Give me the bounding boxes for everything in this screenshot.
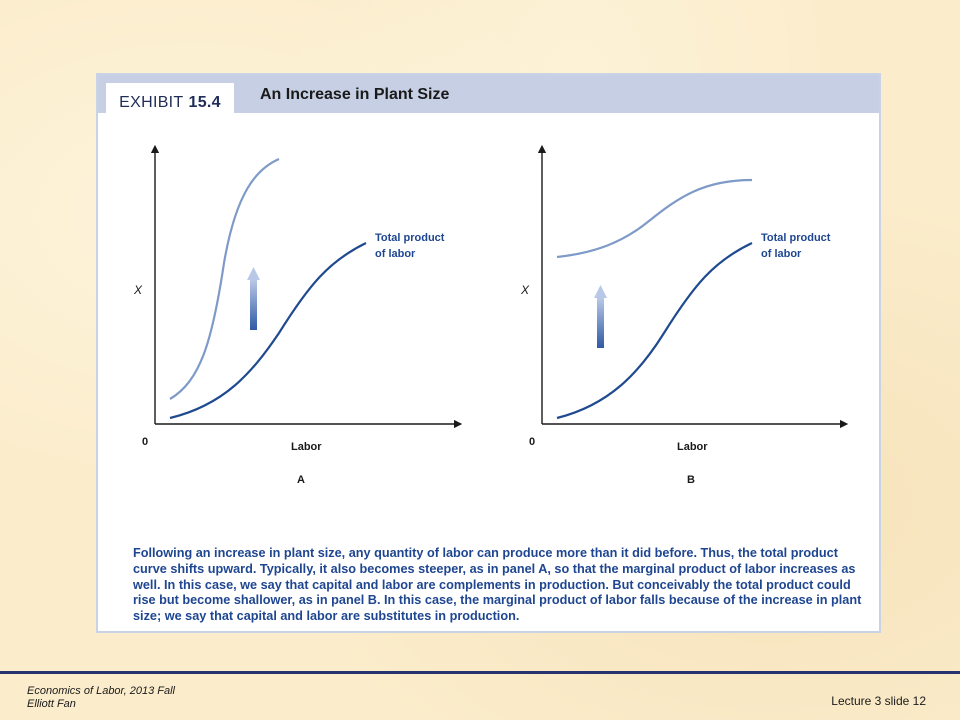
- panel-b-shifted-curve: [557, 180, 752, 257]
- panel-b-origin-label: 0: [529, 436, 536, 448]
- panel-b-x-axis-label: Labor: [677, 441, 708, 453]
- exhibit-figure: [96, 73, 881, 633]
- panel-b: [520, 149, 844, 486]
- panel-b-curve-label-line1: Total product: [761, 232, 831, 244]
- panel-a-curve-label-line1: Total product: [375, 232, 445, 244]
- exhibit-tag-number: 15.4: [188, 93, 221, 111]
- panel-b-y-axis-label: X: [521, 283, 530, 297]
- panel-a-original-curve: [170, 243, 366, 418]
- exhibit-body: [104, 113, 873, 625]
- panel-b-up-arrow-icon: [594, 285, 607, 348]
- exhibit-caption: Following an increase in plant size, any quantity of labor can produce more than it did before. Thus, the total product curve shifts upward. Typically, it also becomes steeper, as in panel A, so that the marginal product of labor increases as well. In this case, we say that capital and labor are complements in production. But conceivably the total product could rise but become shallower, as in panel B. In this case, the marginal product of labor falls because of the increase in plant size; we say that capital and labor are substitutes in production.: [133, 546, 862, 624]
- exhibit-tag-prefix: EXHIBIT: [119, 93, 184, 111]
- panel-a-x-axis-label: Labor: [291, 441, 322, 453]
- panel-b-curve-label-line2: of labor: [761, 248, 802, 260]
- panel-a-y-axis-label: X: [134, 283, 143, 297]
- footer-course-line1: Economics of Labor, 2013 Fall: [27, 685, 175, 697]
- panel-a-up-arrow-icon: [247, 267, 260, 330]
- panel-a-label: A: [297, 474, 305, 486]
- footer-course-line2: Elliott Fan: [27, 698, 76, 710]
- panel-b-original-curve: [557, 243, 752, 418]
- panel-a-curve-label-line2: of labor: [375, 248, 416, 260]
- footer-course-info: [27, 685, 175, 711]
- exhibit-title: An Increase in Plant Size: [260, 86, 450, 103]
- footer-divider: [0, 671, 960, 674]
- panel-a-origin-label: 0: [142, 436, 149, 448]
- panel-a: [133, 149, 458, 486]
- panel-a-shifted-curve: [170, 159, 279, 399]
- slide-number: Lecture 3 slide 12: [831, 694, 926, 708]
- panel-b-label: B: [687, 474, 695, 486]
